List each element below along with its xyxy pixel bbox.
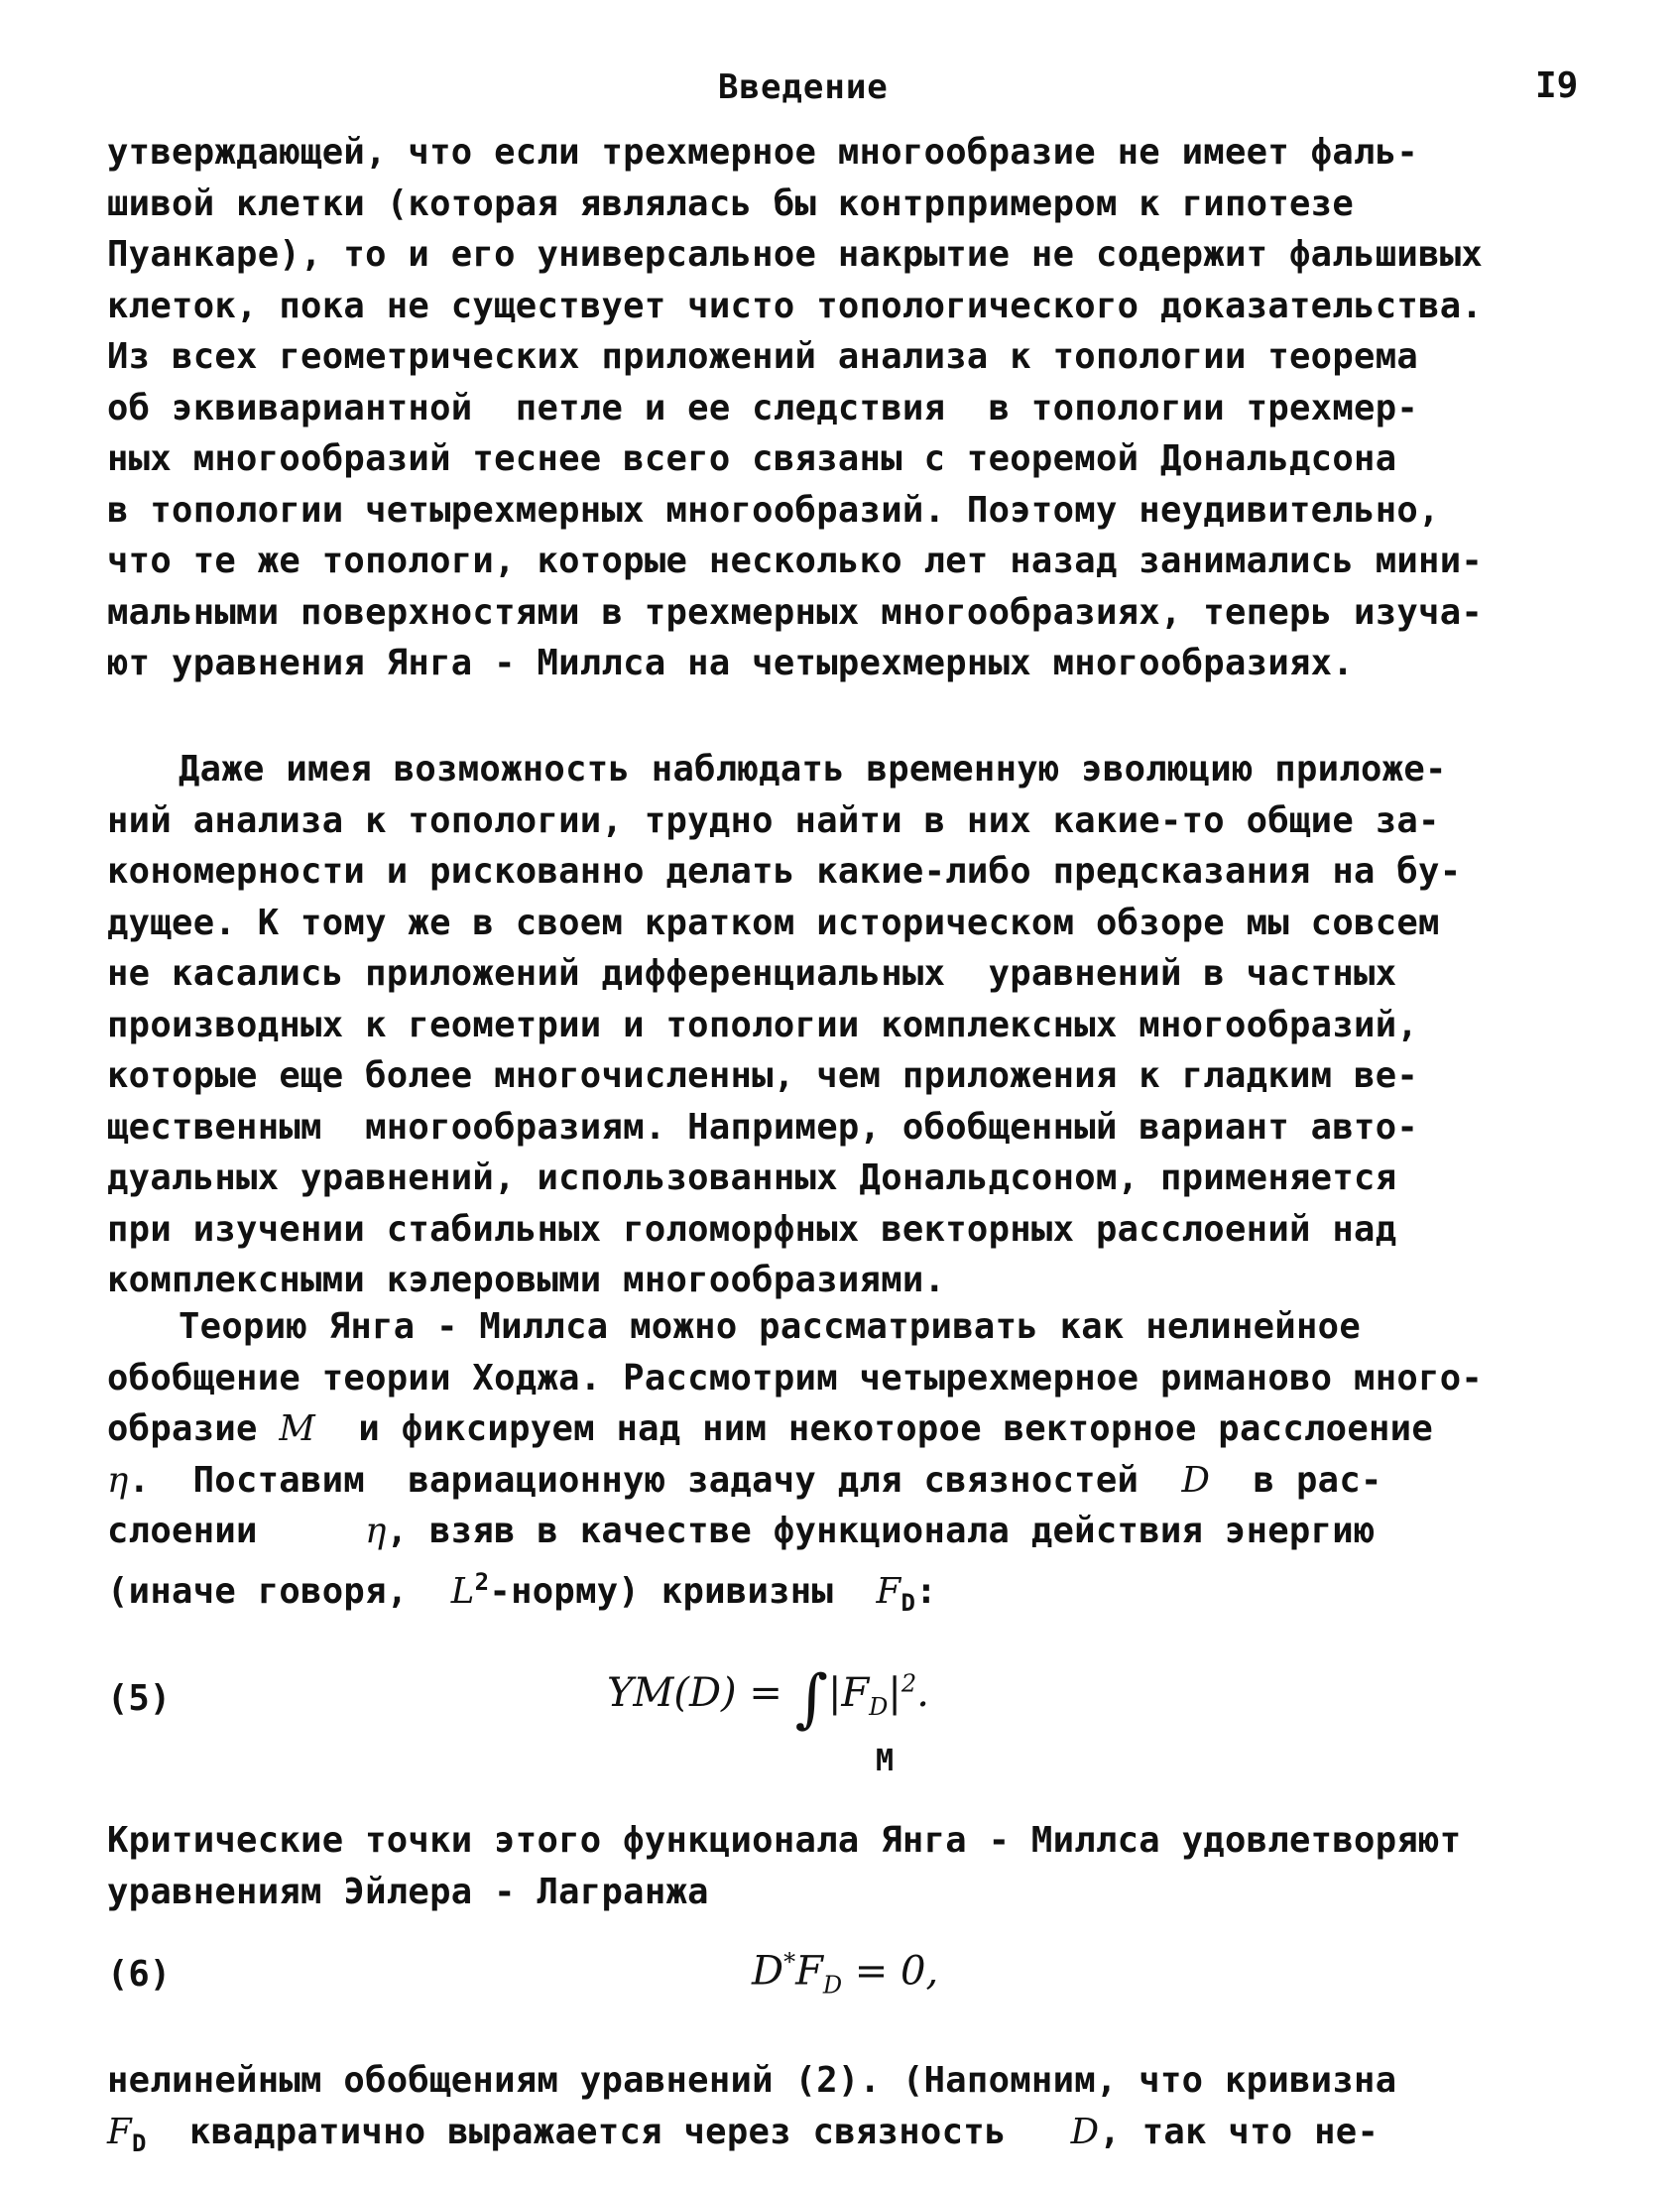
text-fragment: . Поставим вариационную задачу для связностей: [128, 1459, 1182, 1501]
text-line: Критические точки этого функционала Янга - Миллса удовлетворяют: [107, 1820, 1462, 1861]
norm-exponent: 2: [474, 1567, 490, 1596]
text-line: которые еще более многочисленны, чем приложения к гладким ве-: [107, 1055, 1419, 1096]
text-line: Даже имея возможность наблюдать временную эволюцию приложе-: [179, 749, 1447, 790]
formula-close: |: [888, 1670, 901, 1716]
formula-rest: = 0,: [842, 1948, 939, 1995]
text-line: производных к геометрии и топологии комплексных многообразий,: [107, 1004, 1419, 1045]
text-line: ют уравнения Янга - Миллса на четырехмерных многообразиях.: [107, 643, 1355, 683]
integral-domain: M: [876, 1744, 895, 1778]
text-line: [107, 1455, 1595, 1507]
formula-end: .: [916, 1670, 929, 1716]
equation-label: (5): [107, 1678, 172, 1719]
formula-body: |F: [827, 1670, 870, 1716]
formula-lhs: YM(D) =: [607, 1670, 795, 1716]
text-line: мальными поверхностями в трехмерных многообразиях, теперь изуча-: [107, 591, 1484, 633]
formula-d: D: [752, 1948, 784, 1995]
norm-symbol: L: [450, 1570, 475, 1612]
text-line: шивой клетки (которая являлась бы контрпримером к гипотезе: [107, 182, 1355, 224]
text-line: клеток, пока не существует чисто топологического доказательства.: [107, 285, 1484, 326]
equation-6: [107, 1948, 1595, 2013]
text-fragment: , так что не-: [1099, 2111, 1380, 2152]
text-line: что те же топологи, которые несколько лет назад занимались мини-: [107, 541, 1484, 581]
text-line: обобщение теории Ходжа. Рассмотрим четырехмерное риманово много-: [107, 1357, 1484, 1398]
curvature-subscript: D: [131, 2128, 147, 2157]
equation-label: (6): [107, 1954, 172, 1995]
text-fragment: -норму) кривизны: [489, 1570, 877, 1612]
curvature-symbol: F: [107, 2111, 132, 2152]
text-line: не касались приложений дифференциальных уравнений в частных: [107, 953, 1397, 994]
text-line: [107, 2107, 1595, 2170]
text-line: щественным многообразиям. Например, обобщенный вариант авто-: [107, 1106, 1419, 1148]
text-line: нелинейным обобщениям уравнений (2). (Напомним, что кривизна: [107, 2060, 1397, 2101]
text-line: ных многообразий теснее всего связаны с теоремой Дональдсона: [107, 438, 1397, 479]
curvature-subscript: D: [900, 1588, 916, 1617]
text-fragment: :: [915, 1570, 937, 1612]
text-line: [107, 1403, 1595, 1455]
paragraph-5: [107, 2055, 1595, 2169]
formula-subscript: D: [869, 1693, 889, 1721]
paragraph-1: [107, 127, 1595, 689]
text-line: при изучении стабильных голоморфных векторных расслоений над: [107, 1208, 1397, 1250]
paragraph-3: [107, 1301, 1595, 1629]
text-fragment: (иначе говоря,: [107, 1570, 451, 1612]
text-fragment: квадратично выражается через связность: [146, 2111, 1071, 2152]
running-title: Введение: [718, 67, 889, 107]
euler-lagrange-formula: [752, 1948, 938, 1999]
page-number: I9: [1535, 65, 1579, 106]
integral-sign: ∫: [794, 1662, 828, 1736]
bundle-symbol: η: [107, 1459, 129, 1501]
bundle-symbol: η: [365, 1511, 387, 1551]
text-line: комплексными кэлеровыми многообразиями.: [107, 1260, 946, 1300]
formula-star: *: [783, 1948, 796, 1976]
text-line: [107, 1557, 1595, 1629]
yang-mills-formula: [607, 1662, 929, 1736]
manifold-symbol: M: [279, 1408, 316, 1449]
text-line: в топологии четырехмерных многообразий. Поэтому неудивительно,: [107, 489, 1440, 531]
formula-subscript: D: [822, 1971, 843, 2000]
text-line: Из всех геометрических приложений анализа к топологии теорема: [107, 336, 1419, 377]
text-line: уравнениям Эйлера - Лагранжа: [107, 1871, 709, 1912]
text-line: об эквивариантной петле и ее следствия в топологии трехмер-: [107, 387, 1419, 428]
formula-f: F: [795, 1948, 823, 1995]
text-fragment: в рас-: [1210, 1459, 1382, 1501]
text-fragment: образие: [107, 1408, 280, 1449]
text-line: [107, 1506, 1595, 1557]
connection-symbol: D: [1181, 1459, 1211, 1501]
text-line: дущее. К тому же в своем кратком историческом обзоре мы совсем: [107, 902, 1440, 943]
paragraph-2: [107, 744, 1595, 1306]
curvature-symbol: F: [876, 1570, 901, 1612]
paragraph-4: [107, 1815, 1595, 1917]
text-fragment: , взяв в качестве функционала действия энергию: [386, 1511, 1376, 1551]
connection-symbol: D: [1070, 2111, 1100, 2152]
text-fragment: и фиксируем над ним некоторое векторное расслоение: [315, 1408, 1434, 1449]
formula-exponent: 2: [900, 1669, 917, 1698]
text-line: ний анализа к топологии, трудно найти в них какие-то общие за-: [107, 799, 1440, 841]
equation-5: [107, 1662, 1595, 1787]
text-line: дуальных уравнений, использованных Дональдсоном, применяется: [107, 1157, 1397, 1198]
text-line: Пуанкаре), то и его универсальное накрытие не содержит фальшивых: [107, 234, 1484, 275]
text-line: Теорию Янга - Миллса можно рассматривать как нелинейное: [179, 1306, 1362, 1347]
text-line: кономерности и рискованно делать какие-либо предсказания на бу-: [107, 851, 1462, 892]
text-fragment: слоении: [107, 1511, 366, 1551]
text-line: утверждающей, что если трехмерное многообразие не имеет фаль-: [107, 132, 1419, 173]
